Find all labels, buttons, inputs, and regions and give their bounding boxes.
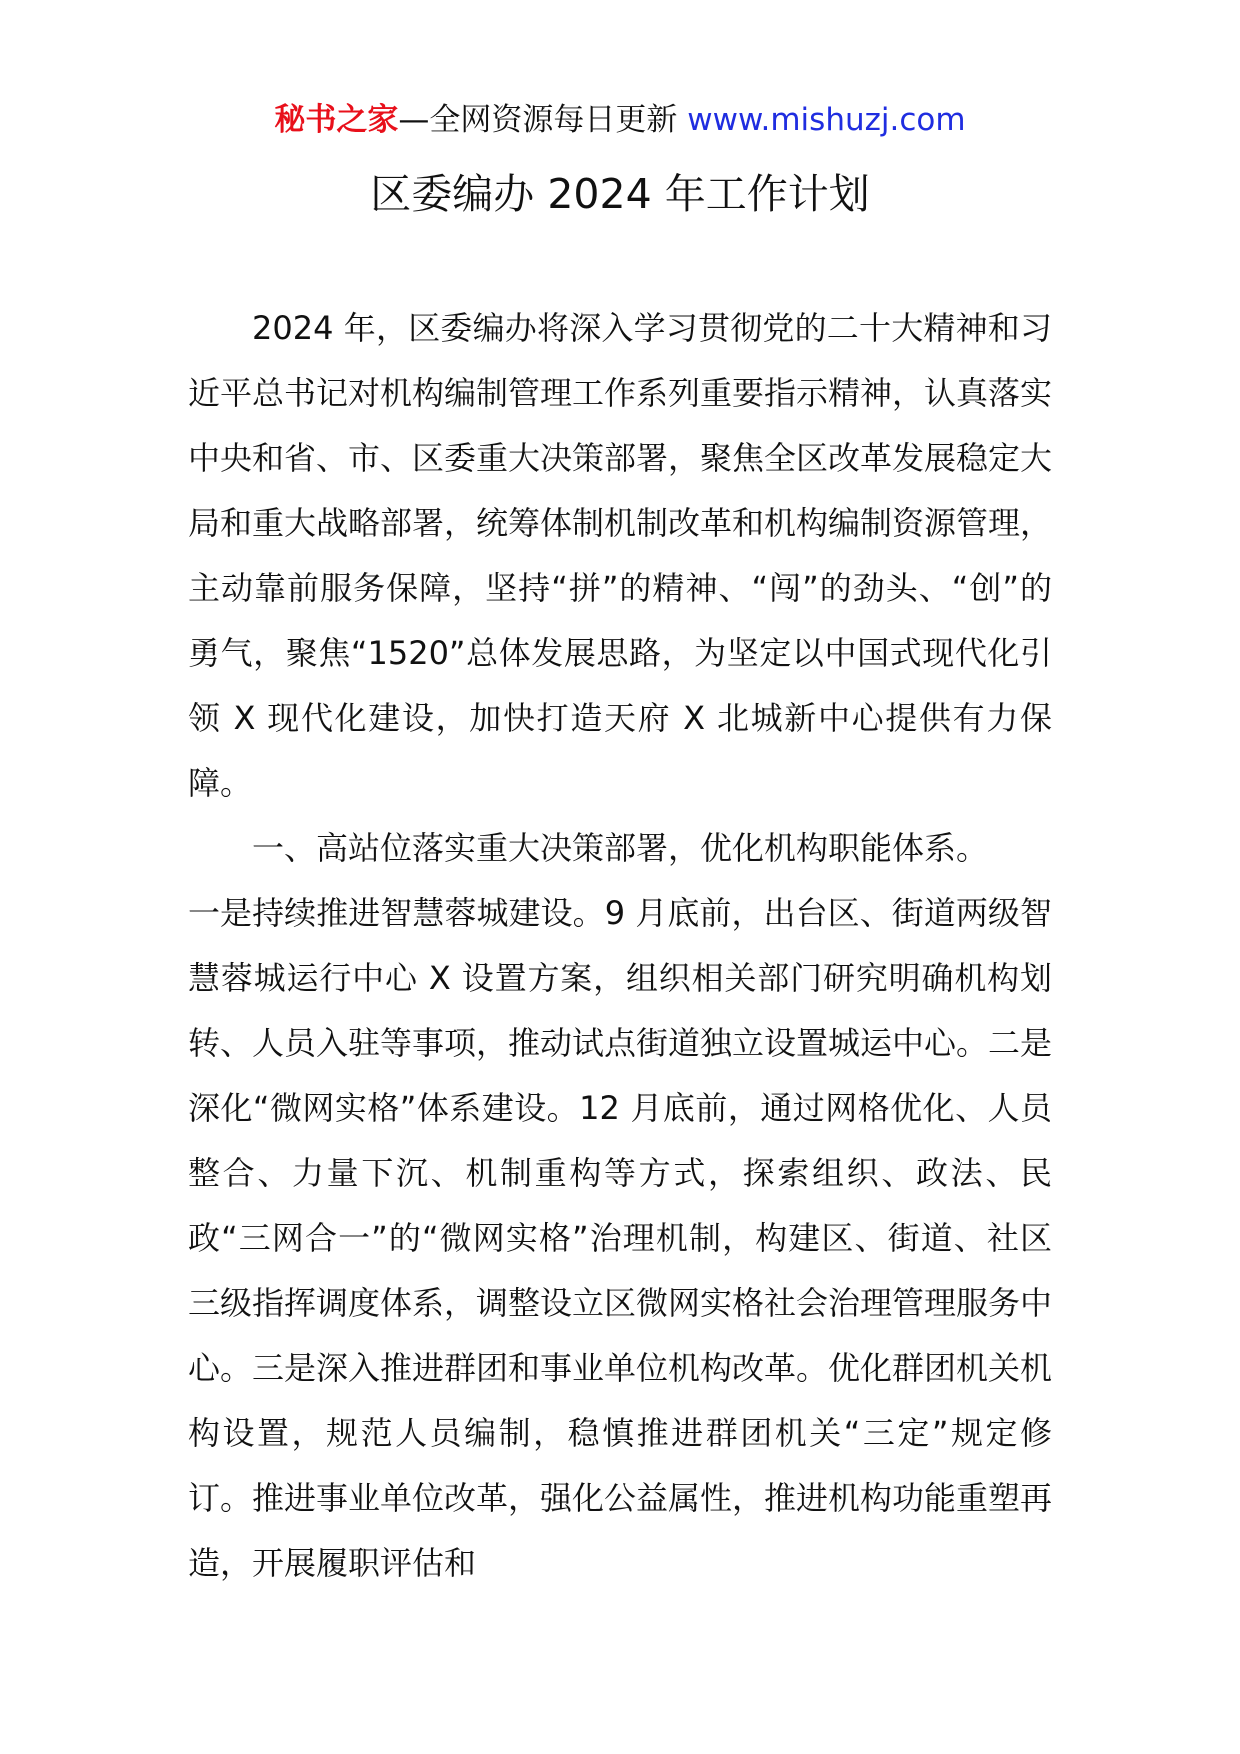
document-body: [188, 296, 1052, 1596]
site-brand: 秘书之家: [274, 102, 399, 138]
section-1-heading: 一、高站位落实重大决策部署，优化机构职能体系。: [252, 829, 989, 867]
site-banner: [0, 100, 1240, 140]
section-1-body: 一是持续推进智慧蓉城建设。9 月底前，出台区、街道两级智慧蓉城运行中心 X 设置方案，组织相关部门研究明确机构划转、人员入驻等事项，推动试点街道独立设置城运中心。二是深化“微网实格”体系建设。12 月底前，通过网格优化、人员整合、力量下沉、机制重构等方式，探索组织、政法、民政“三网合一”的“微网实格”治理机制，构建区、街道、社区三级指挥调度体系，调整设立区微网实格社会治理管理服务中心。三是深入推进群团和事业单位机构改革。优化群团机关机构设置，规范人员编制，稳慎推进群团机关“三定”规定修订。推进事业单位改革，强化公益属性，推进机构功能重塑再造，开展履职评估和: [188, 894, 1053, 1582]
intro-paragraph: 2024 年，区委编办将深入学习贯彻党的二十大精神和习近平总书记对机构编制管理工作系列重要指示精神，认真落实中央和省、市、区委重大决策部署，聚焦全区改革发展稳定大局和重大战略部署，统筹体制机制改革和机构编制资源管理，主动靠前服务保障，坚持“拼”的精神、“闯”的劲头、“创”的勇气，聚焦“1520”总体发展思路，为坚定以中国式现代化引领 X 现代化建设，加快打造天府 X 北城新中心提供有力保障。: [188, 309, 1053, 802]
site-url-link[interactable]: www.mishuzj.com: [687, 102, 966, 138]
document-title: 区委编办 2024 年工作计划: [370, 170, 870, 218]
site-tagline: —全网资源每日更新: [398, 102, 678, 138]
